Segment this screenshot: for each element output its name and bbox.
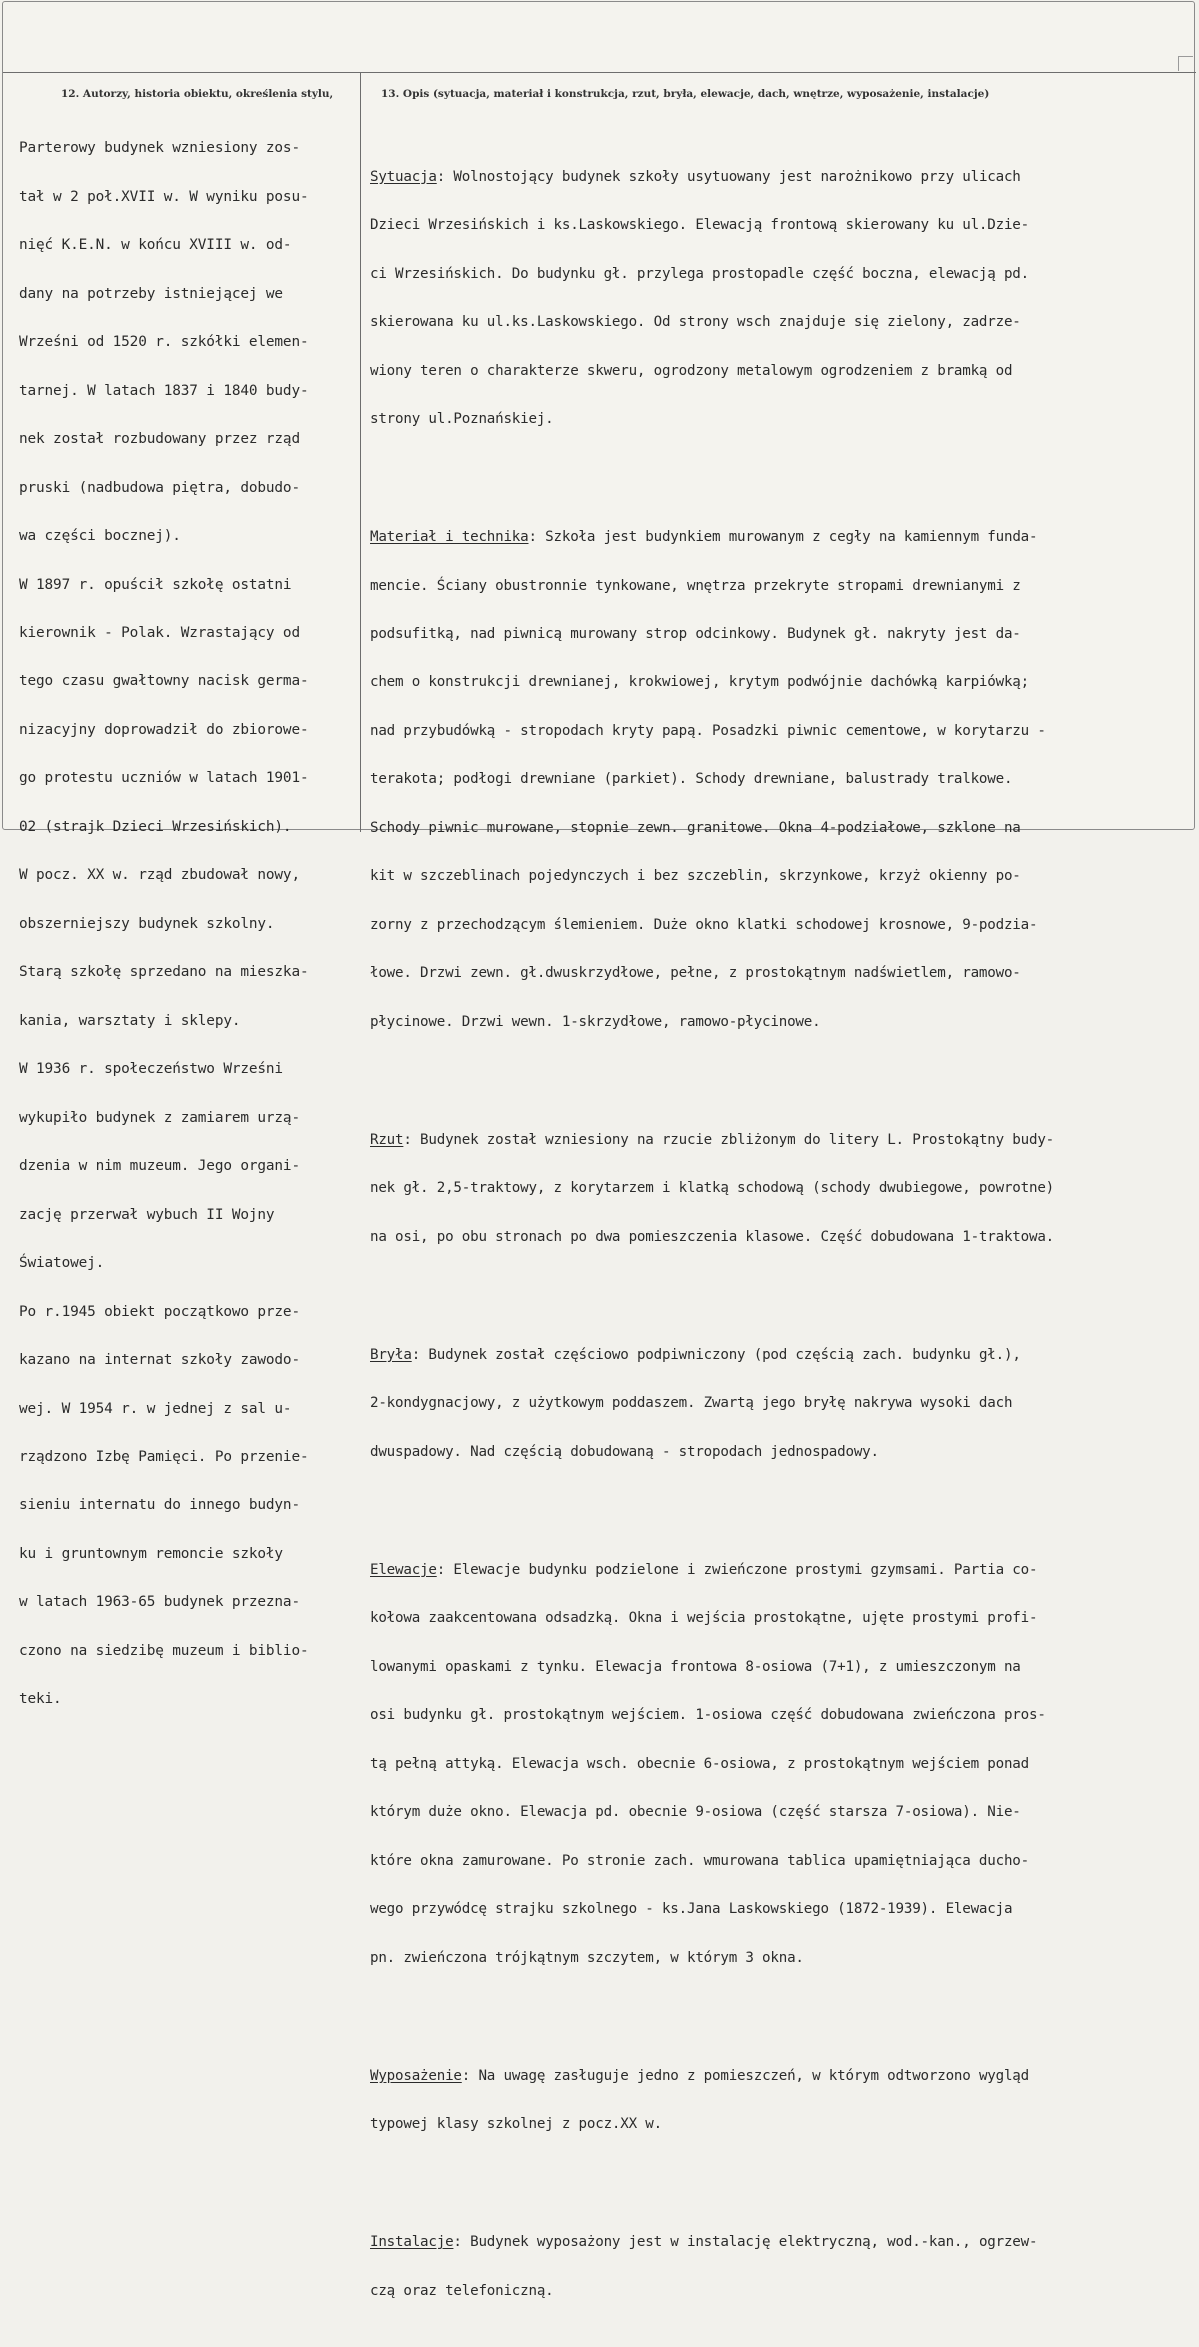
- section-instalacje: [370, 2202, 1054, 2331]
- history-line: 02 (strajk Dzieci Wrzesińskich).: [19, 818, 292, 835]
- history-line: teki.: [19, 1691, 62, 1708]
- section-label: Rzut: [370, 1131, 404, 1148]
- section-sytuacja: [370, 136, 1054, 459]
- description-text: [370, 104, 1054, 2347]
- section-line: strony ul.Poznańskiej.: [370, 410, 554, 427]
- section-label: Sytuacja: [370, 168, 437, 185]
- history-text: [19, 108, 308, 1724]
- section-line: kołowa zaakcentowana odsadzką. Okna i wejścia prostokątne, ujęte prostymi profi-: [370, 1610, 1038, 1627]
- section-line: terakota; podłogi drewniane (parkiet). Schody drewniane, balustrady tralkowe.: [370, 771, 1013, 788]
- section-elewacje: [370, 1530, 1054, 1999]
- section-line: pn. zwieńczona trójkątnym szczytem, w którym 3 okna.: [370, 1949, 804, 1966]
- section-first-line: : Wolnostojący budynek szkoły usytuowany jest narożnikowo przy ulicach: [436, 168, 1021, 185]
- section-label: Elewacje: [370, 1561, 437, 1578]
- history-line: kazano na internat szkoły zawodo-: [19, 1352, 300, 1369]
- section-line: płycinowe. Drzwi wewn. 1-skrzydłowe, ramowo-płycinowe.: [370, 1013, 821, 1030]
- section-line: wego przywódcę strajku szkolnego - ks.Jana Laskowskiego (1872-1939). Elewacja: [370, 1901, 1013, 1918]
- history-line: W pocz. XX w. rząd zbudował nowy,: [19, 867, 300, 884]
- history-line: Wrześni od 1520 r. szkółki elemen-: [19, 334, 309, 351]
- section-line: dwuspadowy. Nad częścią dobudowaną - stropodach jednospadowy.: [370, 1443, 879, 1460]
- history-line: W 1897 r. opuścił szkołę ostatni: [19, 576, 292, 593]
- history-line: nizacyjny doprowadził do zbiorowe-: [19, 721, 309, 738]
- section-line: którym duże okno. Elewacja pd. obecnie 9-osiowa (część starsza 7-osiowa). Nie-: [370, 1804, 1021, 1821]
- history-line: kierownik - Polak. Wzrastający od: [19, 625, 300, 641]
- section-line: mencie. Ściany obustronnie tynkowane, wnętrza przekryte stropami drewnianymi z: [370, 577, 1021, 594]
- history-line: czono na siedzibę muzeum i biblio-: [19, 1642, 309, 1659]
- history-line: nięć K.E.N. w końcu XVIII w. od-: [19, 237, 292, 254]
- section-line: 2-kondygnacjowy, z użytkowym poddaszem. Zwartą jego bryłę nakrywa wysoki dach: [370, 1395, 1013, 1412]
- section-line: nek gł. 2,5-traktowy, z korytarzem i klatką schodową (schody dwubiegowe, powrotne): [370, 1180, 1055, 1197]
- section-line: chem o konstrukcji drewnianej, krokwiowej, krytym podwójnie dachówką karpiówką;: [370, 674, 1029, 691]
- history-line: w latach 1963-65 budynek przezna-: [19, 1594, 300, 1611]
- section-first-line: : Budynek został wzniesiony na rzucie zbliżonym do litery L. Prostokątny budy-: [403, 1131, 1055, 1148]
- history-line: tał w 2 poł.XVII w. W wyniku posu-: [19, 188, 309, 205]
- history-line: wykupiło budynek z zamiarem urzą-: [19, 1109, 300, 1126]
- section-material: [370, 497, 1054, 1062]
- history-line: rządzono Izbę Pamięci. Po przenie-: [19, 1448, 309, 1465]
- history-line: Po r.1945 obiekt początkowo prze-: [19, 1303, 300, 1320]
- section-line: Schody piwnic murowane, stopnie zewn. granitowe. Okna 4-podziałowe, szklone na: [370, 819, 1021, 836]
- section-first-line: : Budynek został częściowo podpiwniczony (pod częścią zach. budynku gł.),: [411, 1346, 1021, 1363]
- history-line: dany na potrzeby istniejącej we: [19, 285, 283, 302]
- section-line: tą pełną attyką. Elewacja wsch. obecnie 6-osiowa, z prostokątnym wejściem ponad: [370, 1755, 1029, 1772]
- section-label: Instalacje: [370, 2234, 454, 2251]
- section-wyposazenie: [370, 2035, 1054, 2164]
- history-line: W 1936 r. społeczeństwo Wrześni: [19, 1061, 283, 1078]
- history-line: obszerniejszy budynek szkolny.: [19, 915, 275, 932]
- section-line: kit w szczeblinach pojedynczych i bez szczeblin, skrzynkowe, krzyż okienny po-: [370, 868, 1021, 885]
- history-line: zację przerwał wybuch II Wojny: [19, 1206, 275, 1223]
- section-line: typowej klasy szkolnej z pocz.XX w.: [370, 2116, 662, 2133]
- section-line: na osi, po obu stronach po dwa pomieszczenia klasowe. Część dobudowana 1-traktowa.: [370, 1228, 1055, 1245]
- section-label: Wyposażenie: [370, 2067, 462, 2084]
- section-line: czą oraz telefoniczną.: [370, 2282, 554, 2299]
- section-line: ci Wrzesińskich. Do budynku gł. przylega prostopadle część boczna, elewacją pd.: [370, 265, 1029, 282]
- history-line: pruski (nadbudowa piętra, dobudo-: [19, 479, 300, 496]
- history-line: Parterowy budynek wzniesiony zos-: [19, 140, 300, 157]
- history-line: ku i gruntownym remoncie szkoły: [19, 1545, 283, 1562]
- history-line: tego czasu gwałtowny nacisk germa-: [19, 673, 309, 690]
- column-divider: [360, 72, 361, 832]
- history-line: Światowej.: [19, 1255, 105, 1272]
- history-line: nek został rozbudowany przez rząd: [19, 431, 300, 448]
- section-line: wiony teren o charakterze skweru, ogrodzony metalowym ogrodzeniem z bramką od: [370, 362, 1013, 379]
- right-column-header: 13. Opis (sytuacja, materiał i konstrukcja, rzut, bryła, elewacje, dach, wnętrze, wyposażenie, instalacje): [381, 88, 990, 100]
- history-line: tarnej. W latach 1837 i 1840 budy-: [19, 382, 309, 399]
- section-first-line: : Budynek wyposażony jest w instalację elektryczną, wod.-kan., ogrzew-: [453, 2234, 1038, 2251]
- history-line: Starą szkołę sprzedano na mieszka-: [19, 964, 309, 981]
- section-label: Bryła: [370, 1346, 412, 1363]
- card-corner-mark: [1178, 56, 1193, 71]
- left-column-header: 12. Autorzy, historia obiektu, określenia stylu,: [61, 88, 334, 100]
- history-line: dzenia w nim muzeum. Jego organi-: [19, 1158, 300, 1175]
- section-line: lowanymi opaskami z tynku. Elewacja frontowa 8-osiowa (7+1), z umieszczonym na: [370, 1658, 1021, 1675]
- section-line: osi budynku gł. prostokątnym wejściem. 1-osiowa część dobudowana zwieńczona pros-: [370, 1707, 1046, 1724]
- section-line: skierowana ku ul.ks.Laskowskiego. Od strony wsch znajduje się zielony, zadrze-: [370, 314, 1021, 331]
- header-rule: [3, 72, 1196, 73]
- history-line: wej. W 1954 r. w jednej z sal u-: [19, 1400, 292, 1417]
- section-line: nad przybudówką - stropodach kryty papą. Posadzki piwnic cementowe, w korytarzu -: [370, 722, 1046, 739]
- section-first-line: : Elewacje budynku podzielone i zwieńczone prostymi gzymsami. Partia co-: [436, 1561, 1038, 1578]
- section-first-line: : Szkoła jest budynkiem murowanym z cegły na kamiennym funda-: [528, 529, 1038, 546]
- section-line: które okna zamurowane. Po stronie zach. wmurowana tablica upamiętniająca ducho-: [370, 1852, 1029, 1869]
- section-line: podsufitką, nad piwnicą murowany strop odcinkowy. Budynek gł. nakryty jest da-: [370, 626, 1021, 642]
- history-line: go protestu uczniów w latach 1901-: [19, 770, 309, 787]
- section-line: łowe. Drzwi zewn. gł.dwuskrzydłowe, pełne, z prostokątnym nadświetlem, ramowo-: [370, 965, 1021, 982]
- section-bryla: [370, 1315, 1054, 1493]
- section-line: zorny z przechodzącym ślemieniem. Duże okno klatki schodowej krosnowe, 9-podzia-: [370, 916, 1038, 933]
- section-label: Materiał i technika: [370, 529, 529, 546]
- section-first-line: : Na uwagę zasługuje jedno z pomieszczeń, w którym odtworzono wygląd: [461, 2067, 1029, 2084]
- history-line: kania, warsztaty i sklepy.: [19, 1012, 241, 1029]
- history-line: wa części bocznej).: [19, 528, 181, 545]
- history-line: sieniu internatu do innego budyn-: [19, 1497, 300, 1514]
- section-line: Dzieci Wrzesińskich i ks.Laskowskiego. Elewacją frontową skierowany ku ul.Dzie-: [370, 217, 1029, 234]
- section-rzut: [370, 1100, 1054, 1278]
